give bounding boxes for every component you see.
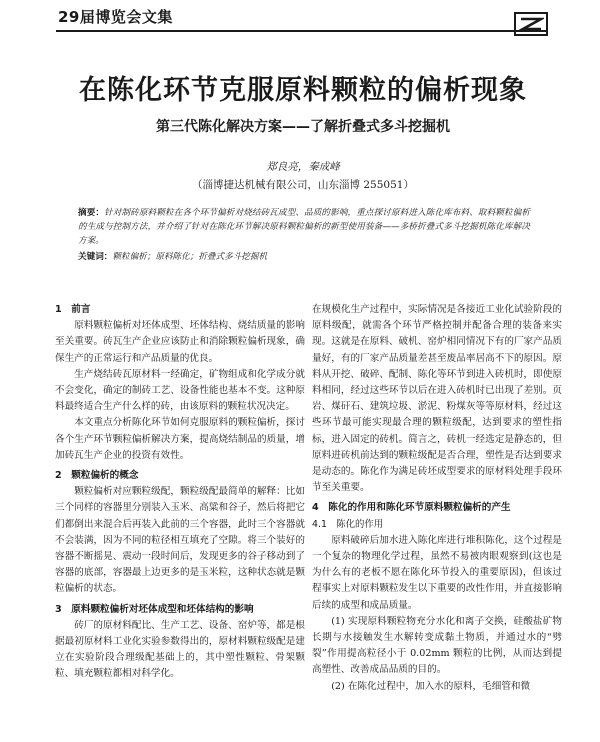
paragraph: 原料颗粒偏析对坯体成型、坯体结构、烧结质量的影响至关重要。砖瓦生产企业应该防止和消除颗粒偏析现象，确保生产的正常运行和产品质量的优良。 (55, 320, 305, 364)
keywords (78, 250, 530, 264)
header-rule (56, 30, 548, 32)
running-head: 29届博览会文集 (58, 8, 173, 26)
article-authors: 郑良亮，秦成峰 (266, 161, 340, 173)
abstract-text: 针对制砖原料颗粒在各个环节偏析对烧结砖瓦成型、品质的影响，重点探讨原料进入陈化库布料、取料颗粒偏析的生成与控制方法，并介绍了针对在陈化环节解决原料颗粒偏析的新型使用装备——多桥折叠式多斗挖掘机陈化库解决方案。 (78, 208, 530, 246)
abstract (78, 206, 530, 248)
section-heading-1: 1 前言 (55, 304, 91, 315)
section-heading-3: 3 原料颗粒偏析对坯体成型和坯体结构的影响 (55, 603, 254, 615)
paragraph: 本文重点分析陈化环节如何克服原料的颗粒偏析，探讨各个生产环节颗粒偏析解决方案，提高烧结制品的质量，增加砖瓦生产企业的投资有效性。 (55, 417, 305, 461)
paragraph: 颗粒偏析对应颗粒级配，颗粒级配最简单的解释：比如三个同样的容器里分别装入玉米、高粱和谷子，然后将把它们都倒出来混合后再装入此前的三个容器，此时三个容器就不会装满，因为不同的粒径相互填充了空隙。将三个装好的容器不断摇晃、震动一段时间后，发现更多的谷子移动到了容器的底部，容器最上边更多的是玉米粒，这种状态就是颗粒偏析的状态。 (55, 486, 305, 595)
article-subtitle: 第三代陈化解决方案——了解折叠式多斗挖掘机 (156, 119, 450, 135)
article-affiliation: （淄博捷达机械有限公司，山东淄博 255051） (192, 179, 414, 191)
subsection-heading-4-1: 4.1 陈化的作用 (312, 518, 384, 530)
keywords-label: 关键词： (78, 252, 113, 262)
keywords-text: 颗粒偏析；原料陈化；折叠式多斗挖掘机 (112, 252, 268, 262)
section-heading-4: 4 陈化的作用和陈化环节原料颗粒偏析的产生 (312, 502, 511, 514)
right-column (312, 302, 562, 738)
paragraph: 在规模化生产过程中，实际情况是各接近工业化试验阶段的原料级配，就需各个环节严格控制并配备合理的装备来实现。这就是在原料、破机、窑炉相同情况下有的厂家产品质量好，有的厂家产品质量差甚至废品率居高不下的原因。原料从开挖、破碎、配制、陈化等环节到进入砖机时，即使原料相同，经过这些环节以后在进入砖机时已出现了差别。页岩、煤矸石、建筑垃圾、淤泥、粉煤灰等等原材料，经过这些环节最可能实现最合理的颗粒级配，达到要求的塑性指标，进入固定的砖机。简言之，砖机一经选定是静态的，但原料进砖机前达到的颗粒级配是否合理，塑性是否达到要求是动态的。陈化作为满足砖坯成型要求的原材料处理手段环节至关重要。 (312, 304, 562, 494)
paragraph: 砖厂的原材料配比、生产工艺、设备、窑炉等，都是根据最初原材料工业化实验参数得出的，原材料颗粒级配是建立在实验阶段合理级配基础上的，其中塑性颗粒、骨架颗粒、填充颗粒都相对科学化。 (55, 619, 305, 680)
article-title: 在陈化环节克服原料颗粒的偏析现象 (79, 75, 527, 106)
paragraph: (1) 实现原料颗粒物充分水化和离子交换，硅酸盐矿物长期与水接触发生水解转变成黏土物质，并通过水的“劈裂”作用提高粒径小于 0.02mm 颗粒的比例，从而达到提高塑性、改善成品品质的目的。 (312, 615, 562, 676)
paragraph: 原料破碎后加水进入陈化库进行堆积陈化，这个过程是一个复杂的物理化学过程，虽然不易被肉眼观察到(这也是为什么有的老板不愿在陈化环节投入的重要原因)，但该过程事实上对原料颗粒发生以下重要的改性作用，并直接影响后续的成型和成品质量。 (312, 534, 562, 611)
abstract-label: 摘要： (78, 208, 105, 218)
journal-logo-icon (514, 12, 548, 36)
paragraph: 生产烧结砖瓦原材料一经确定，矿物组成和化学成分就不会变化，确定的制砖工艺、设备性能也基本不变。这种原料最终适合生产什么样的砖，由该原料的颗粒状况决定。 (55, 368, 305, 413)
section-heading-2: 2 颗粒偏析的概念 (55, 470, 139, 482)
left-column (55, 302, 305, 738)
paragraph: (2) 在陈化过程中，加入水的原料，毛细管和微 (331, 680, 531, 692)
